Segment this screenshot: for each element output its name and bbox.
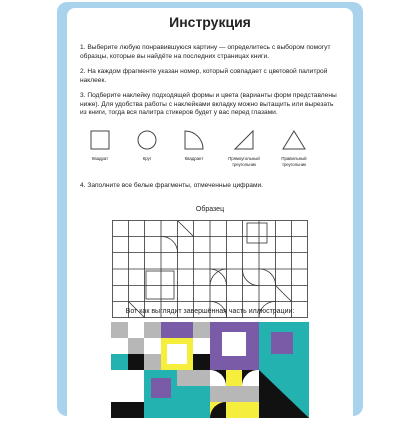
shape-label-square: Квадрат [91,156,109,161]
shape-label-quadrant: Квадрант [184,156,204,161]
step-3: 3. Подберите наклейку подходящей формы и цвета (варианты форм представлены ниже). Для удобства работы с наклейками вкладку можно вытащить или вырезать из книги, тогда вся палитра стикеров будет у вас перед глазами. [80,92,337,117]
page-title: Инструкция [169,14,251,30]
step-2: 2. На каждом фрагменте указан номер, который совпадает с цветовой палитрой наклеек. [80,68,328,84]
quadrant-icon [182,128,206,152]
sample-grid [112,220,308,318]
shape-label-circle: Круг [142,156,152,161]
step-4: 4. Заполните все белые фрагменты, отмеченные цифрами. [80,182,263,189]
sample-caption: Образец [195,206,225,213]
finished-caption: Вот как выглядит завершённая часть иллюстрации: [125,308,295,315]
circle-icon [135,128,159,152]
equilateral-triangle-icon [281,128,307,152]
square-icon [88,128,112,152]
shape-label-right-triangle: Прямоугольный треугольник [228,156,260,167]
right-triangle-icon [232,128,256,152]
finished-mosaic [111,322,309,418]
shape-label-equilateral-triangle: Правильный треугольник [281,156,307,167]
step-1: 1. Выберите любую понравившуюся картину — определитесь с выбором помогут образцы, которые вы найдёте на последних страницах книги. [80,44,331,60]
